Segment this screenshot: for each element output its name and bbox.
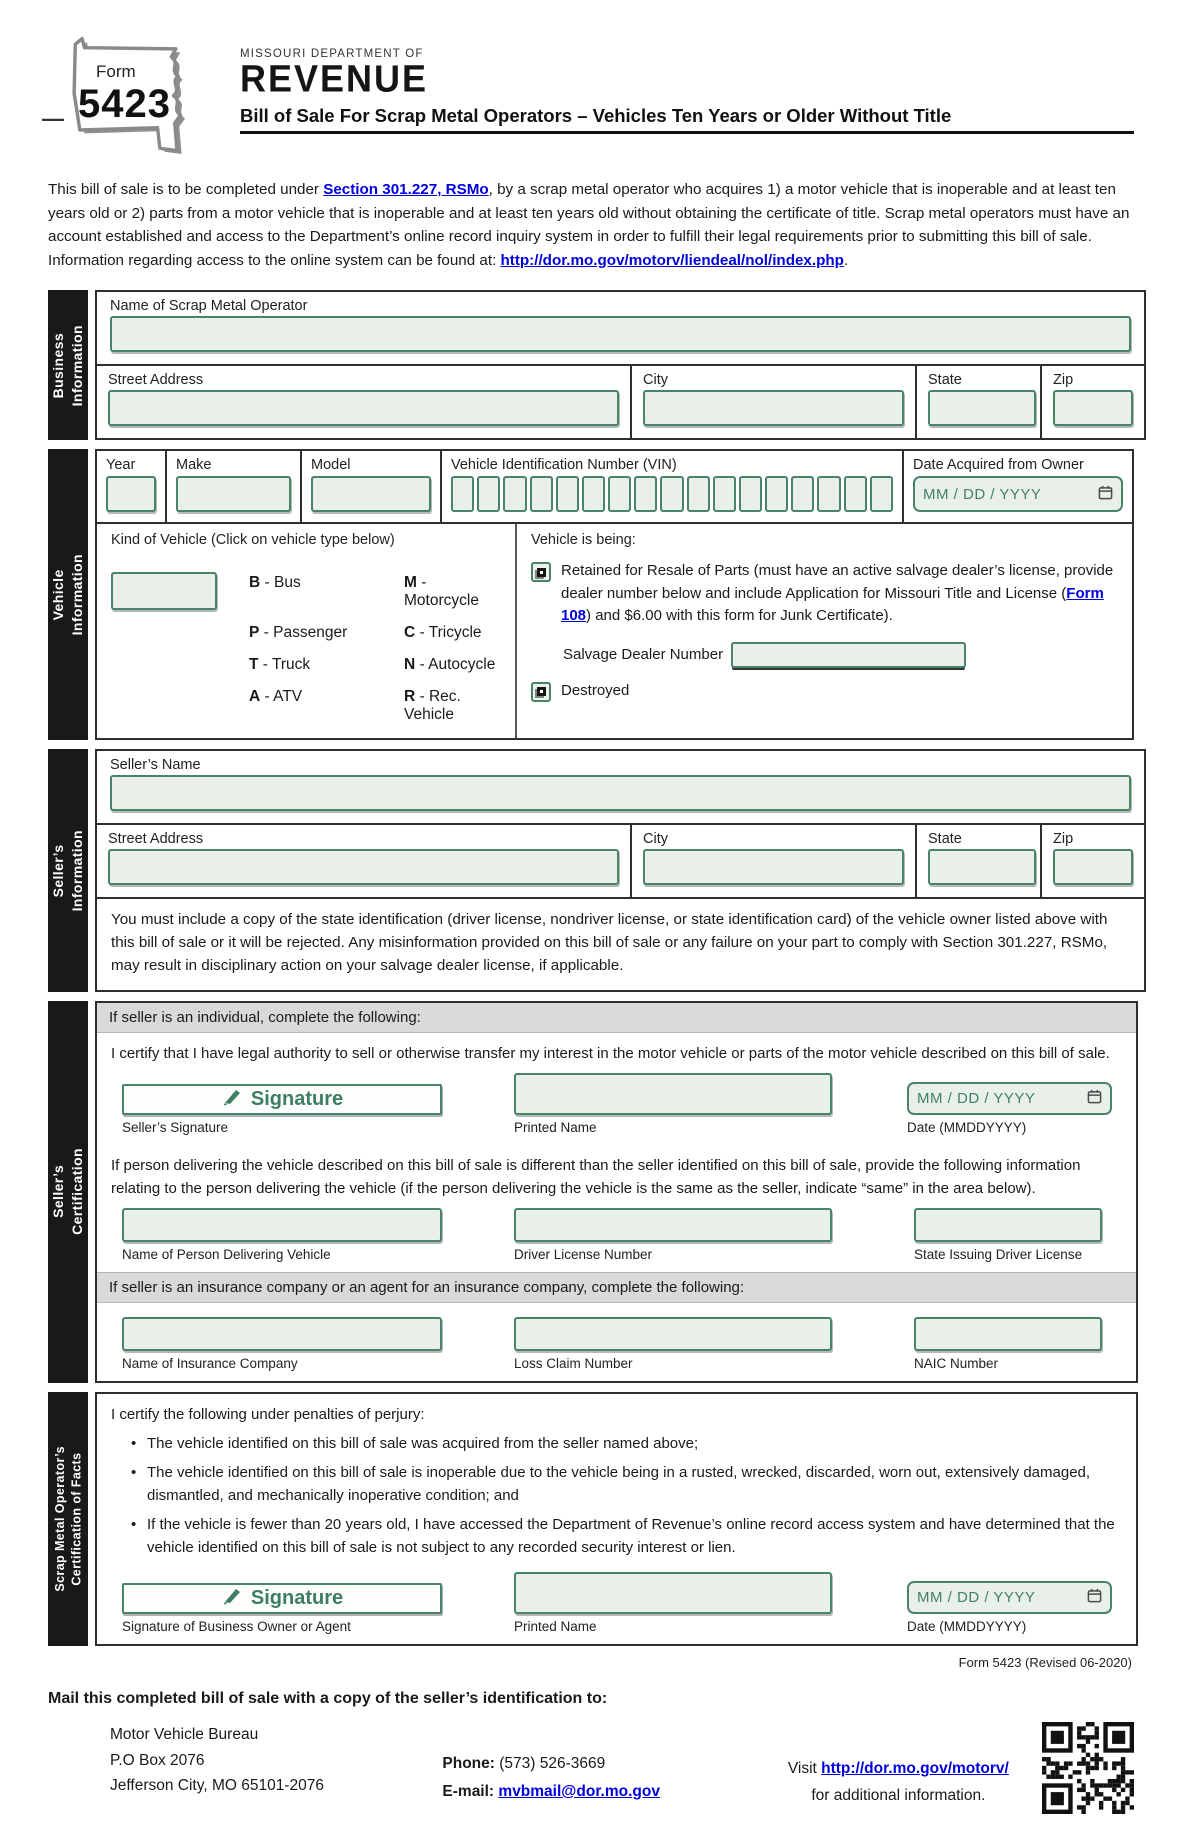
vin-char-box[interactable]	[844, 476, 867, 512]
revenue-logo: REVENUE	[240, 56, 429, 100]
signature-button-label: Signature	[250, 1088, 344, 1111]
date-acquired-label: Date Acquired from Owner	[913, 457, 1084, 474]
vin-char-box[interactable]	[582, 476, 605, 512]
date-acquired-input[interactable]	[913, 476, 1123, 512]
date-caption: Date (MMDDYYYY)	[907, 1619, 1027, 1635]
make-input[interactable]	[176, 476, 291, 512]
perjury-bullet: • The vehicle identified on this bill of sale is inoperable due to the vehicle being in a rusted, wrecked, discarded, worn out, extensively damaged, dismantled, and mechanically inoperative condition; and	[131, 1462, 1122, 1507]
driver-license-caption: Driver License Number	[514, 1247, 653, 1263]
sidebar-label: Information	[69, 554, 85, 636]
business-street-input[interactable]	[108, 390, 619, 426]
address-line: Jefferson City, MO 65101-2076	[110, 1777, 324, 1795]
year-input[interactable]	[106, 476, 156, 512]
insurance-header-bar: If seller is an insurance company or an agent for an insurance company, complete the following:	[97, 1272, 1136, 1303]
seller-state-label: State	[928, 831, 962, 848]
sellers-certification-sidebar	[48, 1001, 88, 1384]
seller-cert-date-input[interactable]	[907, 1082, 1112, 1115]
insurance-company-caption: Name of Insurance Company	[122, 1356, 298, 1372]
vin-label: Vehicle Identification Number (VIN)	[451, 457, 677, 474]
vin-char-box[interactable]	[556, 476, 579, 512]
calendar-icon[interactable]	[1087, 1089, 1102, 1108]
perjury-intro: I certify the following under penalties of perjury:	[111, 1406, 425, 1424]
sidebar-label: Business	[50, 332, 67, 398]
business-state-input[interactable]	[928, 390, 1036, 426]
owner-signature-button[interactable]	[122, 1583, 442, 1614]
page-title: Bill of Sale For Scrap Metal Operators – Vehicles Ten Years or Older Without Title	[240, 105, 1134, 134]
vin-char-box[interactable]	[608, 476, 631, 512]
vin-char-box[interactable]	[477, 476, 500, 512]
phone-label: Phone:	[442, 1755, 495, 1773]
seller-city-input[interactable]	[643, 849, 904, 885]
pen-icon	[221, 1088, 242, 1111]
address-line: Motor Vehicle Bureau	[110, 1726, 259, 1744]
dl-state-input[interactable]	[914, 1208, 1102, 1242]
printed-name-caption: Printed Name	[514, 1120, 597, 1136]
perjury-bullets	[97, 1433, 1136, 1560]
business-city-label: City	[643, 372, 668, 389]
retained-text: Retained for Resale of Parts (must have an active salvage dealer’s license, provide dealer number below and include Application for Missouri Title and License (Form 108) and $6.00 with this form for Junk Certificate).	[561, 562, 1114, 625]
naic-caption: NAIC Number	[914, 1356, 999, 1372]
vin-char-box[interactable]	[687, 476, 710, 512]
seller-zip-label: Zip	[1053, 831, 1074, 848]
naic-input[interactable]	[914, 1317, 1102, 1351]
sidebar-label: Certification of Facts	[69, 1452, 83, 1586]
sidebar-label: Information	[69, 829, 85, 912]
vin-char-box[interactable]	[660, 476, 683, 512]
delivering-name-input[interactable]	[122, 1208, 442, 1242]
vehicle-type-legend	[249, 574, 503, 724]
loss-claim-caption: Loss Claim Number	[514, 1356, 633, 1372]
sidebar-label: Information	[69, 324, 85, 406]
year-label: Year	[106, 457, 136, 474]
date-placeholder: MM / DD / YYYY	[917, 1090, 1036, 1108]
online-system-link[interactable]: http://dor.mo.gov/motorv/liendeal/nol/index.php	[500, 251, 844, 269]
make-label: Make	[176, 457, 212, 474]
legend-item: B - Bus	[249, 574, 301, 592]
seller-signature-caption: Seller’s Signature	[122, 1120, 229, 1136]
vin-char-box[interactable]	[530, 476, 553, 512]
footer	[48, 1722, 1134, 1814]
sellers-information-section	[48, 749, 1134, 991]
seller-zip-input[interactable]	[1053, 849, 1133, 885]
date-placeholder: MM / DD / YYYY	[917, 1589, 1036, 1607]
vin-char-box[interactable]	[791, 476, 814, 512]
date-caption: Date (MMDDYYYY)	[907, 1120, 1027, 1136]
model-input[interactable]	[311, 476, 431, 512]
operator-name-input[interactable]	[110, 316, 1131, 352]
vehicle-information-sidebar	[48, 449, 88, 740]
contact-block	[442, 1722, 724, 1814]
header-dash: —	[42, 106, 64, 131]
vin-char-box[interactable]	[713, 476, 736, 512]
form-108-link[interactable]: Form 108	[561, 584, 1104, 625]
kind-of-vehicle-input[interactable]	[111, 572, 217, 610]
legend-item: C - Tricycle	[404, 624, 482, 642]
sidebar-label: Vehicle	[50, 569, 67, 621]
visit-link[interactable]: http://dor.mo.gov/motorv/	[821, 1760, 1009, 1778]
owner-cert-date-input[interactable]	[907, 1581, 1112, 1614]
salvage-dealer-input[interactable]	[731, 642, 966, 668]
missouri-state-graphic	[42, 34, 226, 162]
address-line: P.O Box 2076	[110, 1751, 205, 1769]
seller-state-input[interactable]	[928, 849, 1036, 885]
business-zip-label: Zip	[1053, 372, 1074, 389]
vehicle-information-section	[48, 449, 1134, 740]
business-state-label: State	[928, 372, 962, 389]
vin-char-box[interactable]	[634, 476, 657, 512]
vehicle-being-label: Vehicle is being:	[531, 532, 636, 549]
operator-name-label: Name of Scrap Metal Operator	[110, 298, 308, 315]
sellers-information-sidebar	[48, 749, 88, 991]
mail-heading: Mail this completed bill of sale with a copy of the seller’s identification to:	[48, 1690, 608, 1708]
intro-text-1: This bill of sale is to be completed under	[48, 181, 324, 198]
owner-printed-name-input[interactable]	[514, 1572, 832, 1614]
delivering-person-text: If person delivering the vehicle described on this bill of sale is different than the seller identified on this bill of sale, provide the following information relating to the person delivering the vehicle (if the person delivering the vehicle is the same as the seller, indicate “same” in the area below).	[111, 1157, 1081, 1197]
perjury-bullet: • If the vehicle is fewer than 20 years old, I have accessed the Department of Revenue’s online record access system and have determined that the vehicle identified on this bill of sale is not subject to any recorded security interest or lien.	[131, 1514, 1122, 1559]
phone-value: (573) 526-3669	[499, 1755, 606, 1773]
seller-street-label: Street Address	[108, 831, 204, 848]
visit-text: Visit	[787, 1760, 822, 1778]
perjury-bullet: • The vehicle identified on this bill of sale was acquired from the seller named above;	[131, 1433, 1122, 1456]
vin-char-box[interactable]	[503, 476, 526, 512]
seller-printed-name-input[interactable]	[514, 1073, 832, 1115]
calendar-icon[interactable]	[1087, 1588, 1102, 1607]
business-street-label: Street Address	[108, 372, 204, 389]
insurance-company-input[interactable]	[122, 1317, 442, 1351]
seller-id-note: You must include a copy of the state identification (driver license, nondriver license, or state identification card) of the vehicle owner listed above with this bill of sale or it will be rejected. Any misinformation provided on this bill of sale or any failure on your part to comply with Section 301.227, RSMo, may result in disciplinary action on your salvage dealer license, if applicable.	[97, 897, 1144, 989]
sidebar-label: Certification	[69, 1148, 85, 1236]
qr-code	[1042, 1722, 1134, 1814]
business-zip-input[interactable]	[1053, 390, 1133, 426]
signature-button-label: Signature	[250, 1587, 344, 1610]
seller-signature-button[interactable]	[122, 1084, 442, 1115]
dept-line: MISSOURI DEPARTMENT OF	[240, 48, 424, 60]
sidebar-label: Scrap Metal Operator’s	[52, 1446, 67, 1592]
legend-item: N - Autocycle	[404, 656, 496, 674]
vin-char-box[interactable]	[870, 476, 893, 512]
dl-state-caption: State Issuing Driver License	[914, 1247, 1083, 1263]
vin-input-boxes	[451, 476, 893, 512]
destroyed-label: Destroyed	[561, 681, 630, 699]
printed-name-caption: Printed Name	[514, 1619, 597, 1635]
seller-city-label: City	[643, 831, 668, 848]
business-city-input[interactable]	[643, 390, 904, 426]
legend-item: R - Rec. Vehicle	[404, 688, 461, 724]
vin-char-box[interactable]	[765, 476, 788, 512]
individual-header-bar: If seller is an individual, complete the following:	[97, 1003, 1136, 1033]
intro-paragraph	[48, 178, 1134, 272]
sidebar-label: Seller’s	[50, 1165, 67, 1219]
salvage-dealer-label: Salvage Dealer Number	[563, 646, 724, 664]
form-number: 5423	[78, 82, 171, 126]
calendar-icon[interactable]	[1098, 485, 1113, 504]
owner-signature-caption: Signature of Business Owner or Agent	[122, 1619, 351, 1635]
operator-certification-section	[48, 1392, 1134, 1646]
legend-item: A - ATV	[249, 688, 303, 706]
seller-name-label: Seller’s Name	[110, 757, 201, 774]
intro-text-3: .	[843, 251, 849, 269]
form-word: Form	[96, 62, 136, 81]
sellers-certification-section	[48, 1001, 1134, 1384]
seller-street-input[interactable]	[108, 849, 619, 885]
email-label: E-mail:	[442, 1782, 495, 1800]
vin-char-box[interactable]	[739, 476, 762, 512]
business-information-sidebar	[48, 290, 88, 440]
legend-item: M - Motorcycle	[404, 574, 479, 610]
destroyed-checkbox[interactable]	[531, 682, 551, 702]
header	[42, 34, 1134, 162]
driver-license-number-input[interactable]	[514, 1208, 832, 1242]
mailing-address	[110, 1722, 382, 1814]
date-placeholder: MM / DD / YYYY	[923, 485, 1042, 503]
loss-claim-input[interactable]	[514, 1317, 832, 1351]
model-label: Model	[311, 457, 351, 474]
email-link[interactable]: mvbmail@dor.mo.gov	[498, 1782, 660, 1800]
retained-checkbox[interactable]	[531, 562, 551, 582]
sidebar-label: Seller’s	[50, 843, 67, 897]
kind-of-vehicle-label: Kind of Vehicle (Click on vehicle type below)	[111, 532, 395, 549]
legend-item: T - Truck	[249, 656, 311, 674]
delivering-name-caption: Name of Person Delivering Vehicle	[122, 1247, 331, 1263]
business-information-section	[48, 290, 1134, 440]
form-revision: Form 5423 (Revised 06-2020)	[958, 1655, 1132, 1671]
operator-certification-sidebar	[48, 1392, 88, 1646]
vin-char-box[interactable]	[817, 476, 840, 512]
certify-authority-text: I certify that I have legal authority to sell or otherwise transfer my interest in the motor vehicle or parts of the motor vehicle described on this bill of sale.	[111, 1044, 1110, 1062]
intro-text-2: , by a scrap metal operator who acquires 1) a motor vehicle that is inoperable and at least ten years old or 2) parts from a motor vehicle that is inoperable and at least ten years old without obtaining the certificate of title. Scrap metal operators must have an account established and access to the Department’s online record inquiry system in order to fulfill their legal requirements prior to submitting this bill of sale. Information regarding access to the online system can be found at:	[48, 181, 1130, 269]
statute-link[interactable]: Section 301.227, RSMo	[323, 181, 489, 198]
vin-char-box[interactable]	[451, 476, 474, 512]
visit-block	[755, 1730, 1042, 1814]
seller-name-input[interactable]	[110, 775, 1131, 811]
visit-text-2: for additional information.	[811, 1786, 986, 1804]
pen-icon	[221, 1587, 242, 1610]
legend-item: P - Passenger	[249, 624, 348, 642]
